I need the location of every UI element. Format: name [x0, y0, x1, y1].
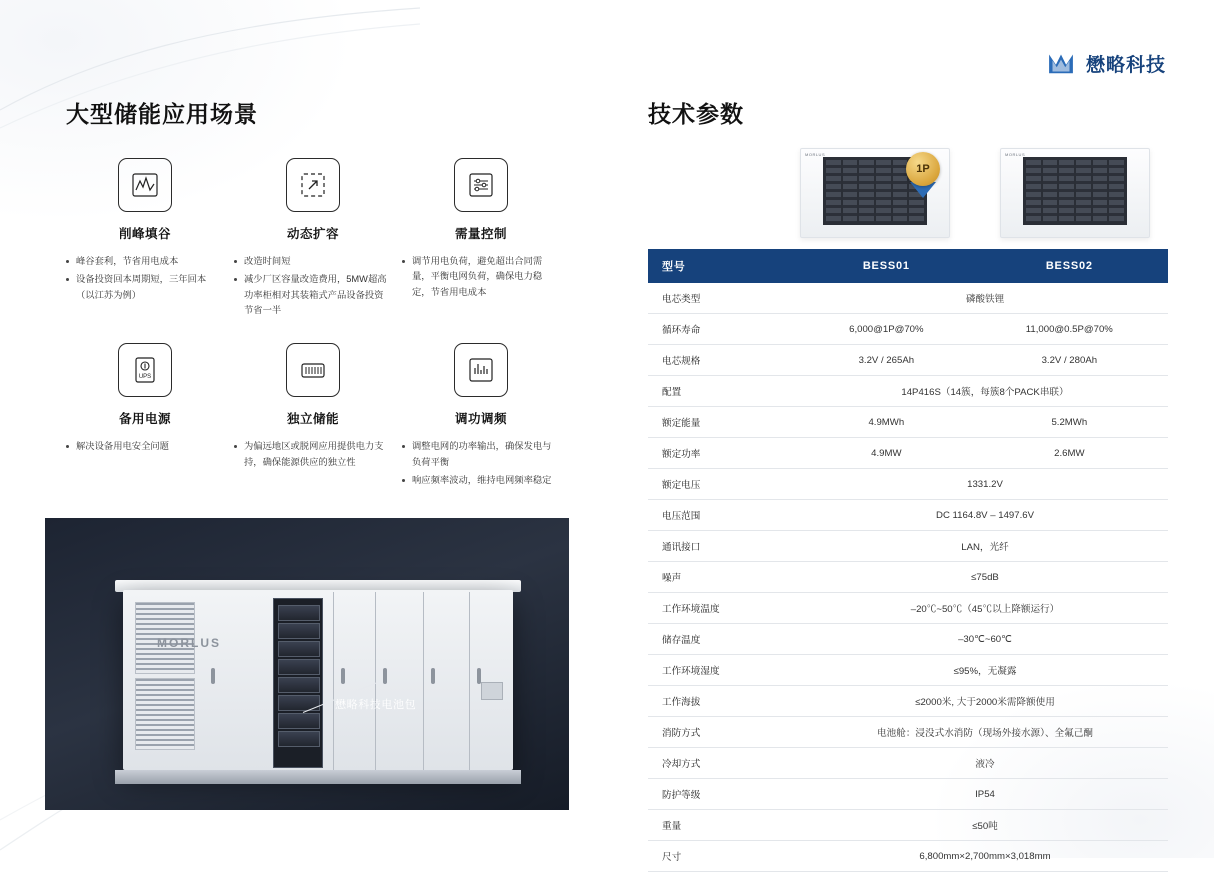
- scenario-point: 设备投资回本周期短，三年回本（以江苏为例）: [66, 272, 224, 303]
- table-row: [648, 841, 1168, 872]
- spec-value-bess01: 3.2V / 265Ah: [802, 345, 971, 376]
- scenario-points: [402, 254, 560, 300]
- spec-table: [648, 249, 1168, 872]
- table-row: [648, 531, 1168, 562]
- spec-key: 工作环境温度: [648, 593, 802, 624]
- table-row: [648, 717, 1168, 748]
- scenario-points: [234, 254, 392, 318]
- spec-key: 额定电压: [648, 469, 802, 500]
- spec-value-shared: ≤75dB: [802, 562, 1168, 593]
- spec-key: 消防方式: [648, 717, 802, 748]
- peak-shaving-chart-icon: [118, 158, 172, 212]
- scenario-row-2: [66, 343, 571, 491]
- spec-key: 电芯规格: [648, 345, 802, 376]
- container-brand-text: MORLUS: [157, 636, 221, 650]
- container-vent-left-2: [135, 678, 195, 750]
- table-row: [648, 624, 1168, 655]
- scenario-name: 独立储能: [286, 412, 339, 427]
- container-door-handle: [383, 668, 387, 684]
- spec-key: 电压范围: [648, 500, 802, 531]
- container-door-seam: [333, 592, 334, 770]
- container-door-handle: [211, 668, 215, 684]
- scenario-demand-control: [402, 158, 570, 321]
- brand-name: 懋略科技: [1085, 54, 1166, 76]
- spec-value-shared: –30℃~60℃: [802, 624, 1168, 655]
- table-row: [648, 283, 1168, 314]
- spec-value-shared: 液冷: [802, 748, 1168, 779]
- spec-value-bess02: 5.2MWh: [971, 407, 1168, 438]
- container-door-seam: [423, 592, 424, 770]
- spec-key: 额定能量: [648, 407, 802, 438]
- award-badge-1p: 1P: [906, 152, 940, 186]
- spec-key: 储存温度: [648, 624, 802, 655]
- scenario-point: 响应频率波动，维持电网频率稳定: [402, 473, 560, 488]
- table-row: [648, 376, 1168, 407]
- scenario-name: 需量控制: [454, 227, 507, 241]
- spec-key: 电芯类型: [648, 283, 802, 314]
- spec-header-model: 型号: [648, 249, 802, 283]
- scenario-peak-shaving: [66, 158, 234, 321]
- dynamic-expansion-arrow-icon: [286, 158, 340, 212]
- rack-photo-group: [648, 148, 1168, 240]
- spec-value-bess02: 3.2V / 280Ah: [971, 345, 1168, 376]
- scenario-point: 峰谷套利，节省用电成本: [66, 254, 224, 269]
- scenario-name: 削峰填谷: [118, 227, 171, 241]
- spec-header-bess01: BESS01: [802, 249, 971, 283]
- scenario-name: 备用电源: [118, 412, 171, 427]
- spec-key: 冷却方式: [648, 748, 802, 779]
- spec-value-shared: 电池舱：浸没式水消防（现场外接水源）、全氟己酮: [802, 717, 1168, 748]
- table-row: [648, 407, 1168, 438]
- battery-rack-open: [273, 598, 323, 768]
- scenario-frequency-regulation: [402, 343, 570, 491]
- table-row: [648, 779, 1168, 810]
- container-control-panel: [481, 682, 503, 700]
- independent-storage-battery-icon: [286, 343, 340, 397]
- scenario-points: [402, 439, 560, 488]
- scenario-row-1: [66, 158, 571, 321]
- bess02-rack-photo: [1000, 148, 1150, 238]
- scenario-name: 调功调频: [454, 412, 507, 427]
- svg-text:UPS: UPS: [138, 374, 152, 381]
- table-row: [648, 562, 1168, 593]
- table-row: [648, 593, 1168, 624]
- scenario-point: 为偏远地区或脱网应用提供电力支持，确保能源供应的独立性: [234, 439, 392, 470]
- page-title-scenarios: 大型储能应用场景: [66, 101, 258, 127]
- spec-key: 工作海拔: [648, 686, 802, 717]
- table-row: [648, 500, 1168, 531]
- table-row: [648, 314, 1168, 345]
- page-title-specs: 技术参数: [648, 101, 744, 127]
- scenario-grid: [66, 158, 571, 491]
- spec-value-bess01: 4.9MWh: [802, 407, 971, 438]
- scenario-point: 解决设备用电安全问题: [66, 439, 224, 454]
- spec-value-shared: ≤95%，无凝露: [802, 655, 1168, 686]
- spec-value-shared: ≤50吨: [802, 810, 1168, 841]
- container-door-handle: [431, 668, 435, 684]
- spec-key: 配置: [648, 376, 802, 407]
- scenario-points: [66, 439, 224, 454]
- scenario-point: 改造时间短: [234, 254, 392, 269]
- spec-value-bess02: 11,000@0.5P@70%: [971, 314, 1168, 345]
- morlus-m-logo-icon: [1044, 46, 1078, 80]
- scenario-name: 动态扩容: [286, 227, 339, 241]
- scenario-point: 减少厂区容量改造费用，5MW超高功率柜相对其装箱式产品设备投资节省一半: [234, 272, 392, 318]
- scenario-backup-power: [66, 343, 234, 491]
- table-row: [648, 438, 1168, 469]
- spec-value-shared: 6,800mm×2,700mm×3,018mm: [802, 841, 1168, 872]
- spec-value-bess01: 4.9MW: [802, 438, 971, 469]
- table-row: [648, 469, 1168, 500]
- scenario-point: 调整电网的功率输出，确保发电与负荷平衡: [402, 439, 560, 470]
- rack-modules: [1023, 157, 1127, 225]
- rack-photo-brand: MORLUS: [805, 152, 826, 157]
- callout-label: 懋略科技电池包: [335, 699, 417, 711]
- table-row: [648, 686, 1168, 717]
- spec-table-header-row: [648, 249, 1168, 283]
- spec-value-shared: 磷酸铁锂: [802, 283, 1168, 314]
- spec-value-shared: IP54: [802, 779, 1168, 810]
- table-row: [648, 655, 1168, 686]
- spec-value-shared: 1331.2V: [802, 469, 1168, 500]
- scenario-independent-storage: [234, 343, 402, 491]
- ups-backup-power-icon: [118, 343, 172, 397]
- rack-photo-brand: MORLUS: [1005, 152, 1026, 157]
- container-door-seam: [375, 592, 376, 770]
- table-row: [648, 748, 1168, 779]
- spec-key: 尺寸: [648, 841, 802, 872]
- table-row: [648, 810, 1168, 841]
- scenario-point: 调节用电负荷，避免超出合同需量，平衡电网负荷，确保电力稳定，节省用电成本: [402, 254, 560, 300]
- container-door-seam: [469, 592, 470, 770]
- spec-key: 重量: [648, 810, 802, 841]
- spec-value-shared: LAN，光纤: [802, 531, 1168, 562]
- frequency-regulation-wave-icon: [454, 343, 508, 397]
- spec-value-bess01: 6,000@1P@70%: [802, 314, 971, 345]
- table-row: [648, 345, 1168, 376]
- demand-control-slider-icon: [454, 158, 508, 212]
- brand-logo: [1044, 46, 1166, 80]
- spec-key: 循环寿命: [648, 314, 802, 345]
- spec-value-shared: ≤2000米, 大于2000米需降额使用: [802, 686, 1168, 717]
- spec-key: 噪声: [648, 562, 802, 593]
- container-door-handle: [341, 668, 345, 684]
- container-product-photo: [45, 518, 569, 810]
- spec-key: 通讯接口: [648, 531, 802, 562]
- spec-key: 防护等级: [648, 779, 802, 810]
- scenario-dynamic-expansion: [234, 158, 402, 321]
- spec-header-bess02: BESS02: [971, 249, 1168, 283]
- spec-key: 额定功率: [648, 438, 802, 469]
- scenario-points: [66, 254, 224, 303]
- spec-key: 工作环境湿度: [648, 655, 802, 686]
- container-base: [115, 770, 521, 784]
- spec-value-shared: DC 1164.8V – 1497.6V: [802, 500, 1168, 531]
- spec-value-shared: 14P416S（14簇，每簇8个PACK串联）: [802, 376, 1168, 407]
- spec-value-bess02: 2.6MW: [971, 438, 1168, 469]
- scenario-points: [234, 439, 392, 470]
- spec-value-shared: –20℃~50℃（45℃以上降额运行）: [802, 593, 1168, 624]
